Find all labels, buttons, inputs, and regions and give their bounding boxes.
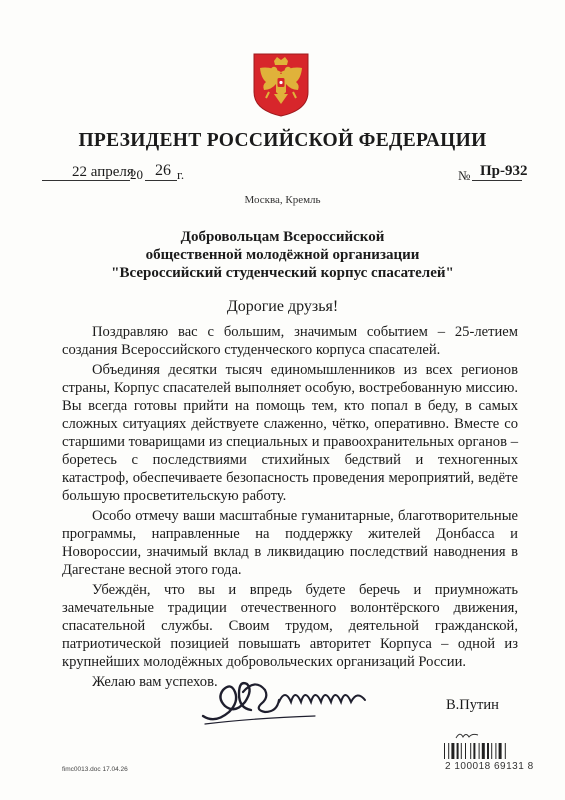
barcode-bar bbox=[461, 743, 462, 759]
barcode-bar bbox=[448, 743, 449, 759]
barcode-bar bbox=[487, 743, 489, 759]
barcode-bar bbox=[491, 743, 492, 759]
barcode-bar bbox=[465, 743, 466, 759]
barcode-number: 2 100018 69131 8 bbox=[445, 761, 534, 772]
date-year-unit: г. bbox=[177, 167, 185, 182]
coat-of-arms-icon bbox=[252, 52, 310, 118]
barcode-bar bbox=[505, 743, 506, 759]
barcode-bar bbox=[482, 743, 485, 759]
body-paragraph: Особо отмечу ваши масштабные гуманитарные, благотворительные программы, направленные на поддержку жителей Донбасса и Новороссии, значимый вклад в ликвидацию последствий наводнения в Дагестане весной этого года. bbox=[62, 508, 518, 578]
addressee-line: "Всероссийский студенческий корпус спасателей" bbox=[111, 265, 454, 281]
body-paragraph: Объединяя десятки тысяч единомышленников из всех регионов страны, Корпус спасателей выполняет особую, востребованную миссию. Вы всегда готовы прийти на помощь тем, кто попал в беду, в самых сложных ситуациях действуете слаженно, чётко, оперативно. Вместе со старшими товарищами из специальных и правоохранительных органов – боретесь с последствиями стихийных бедствий и техногенных катастроф, обеспечиваете безопасность проведения мероприятий, ведёте большую просветительскую работу. bbox=[62, 362, 518, 504]
addressee-line: общественной молодёжной организации bbox=[145, 247, 420, 263]
date-year-prefix: 20 bbox=[130, 167, 143, 182]
year-underline bbox=[145, 180, 177, 181]
barcode-bar bbox=[479, 743, 480, 759]
barcode-icon bbox=[444, 743, 524, 759]
date-day-month: 22 апреля bbox=[72, 164, 134, 180]
body-paragraph: Поздравляю вас с большим, значимым событием – 25-летием создания Всероссийского студенческого корпуса спасателей. bbox=[62, 324, 518, 358]
letter-body bbox=[62, 323, 518, 693]
number-underline bbox=[472, 180, 522, 181]
page-title: ПРЕЗИДЕНТ РОССИЙСКОЙ ФЕДЕРАЦИИ bbox=[78, 130, 487, 151]
barcode-bar bbox=[495, 743, 496, 759]
place-of-issue: Москва, Кремль bbox=[244, 194, 321, 206]
body-paragraph: Убеждён, что вы и впредь будете беречь и приумножать замечательные традиции отечественного волонтёрского движения, спасательной службы. Своим трудом, деятельной гражданской, патриотической позицией повышать авторитет Корпуса – одной из крупнейших молодёжных добровольческих организаций России. bbox=[62, 582, 518, 670]
barcode-bar bbox=[451, 743, 454, 759]
date-year-suffix: 26 bbox=[155, 162, 171, 179]
addressee-line: Добровольцам Всероссийской bbox=[180, 229, 385, 245]
barcode-bar bbox=[470, 743, 471, 759]
handwritten-signature bbox=[195, 672, 395, 730]
number-sign: № bbox=[458, 168, 471, 183]
barcode-bar bbox=[473, 743, 475, 759]
body-paragraph: Желаю вам успехов. bbox=[92, 674, 218, 690]
signer-name: В.Путин bbox=[446, 697, 499, 713]
barcode-bar bbox=[457, 743, 459, 759]
greeting: Дорогие друзья! bbox=[226, 298, 339, 315]
file-reference: fimc0013.doc 17.04.26 bbox=[62, 766, 128, 773]
addressee-block bbox=[0, 228, 565, 282]
barcode-bar bbox=[444, 743, 445, 759]
barcode-bar bbox=[499, 743, 502, 759]
initials-mark bbox=[454, 729, 480, 741]
document-number: Пр-932 bbox=[480, 163, 528, 179]
